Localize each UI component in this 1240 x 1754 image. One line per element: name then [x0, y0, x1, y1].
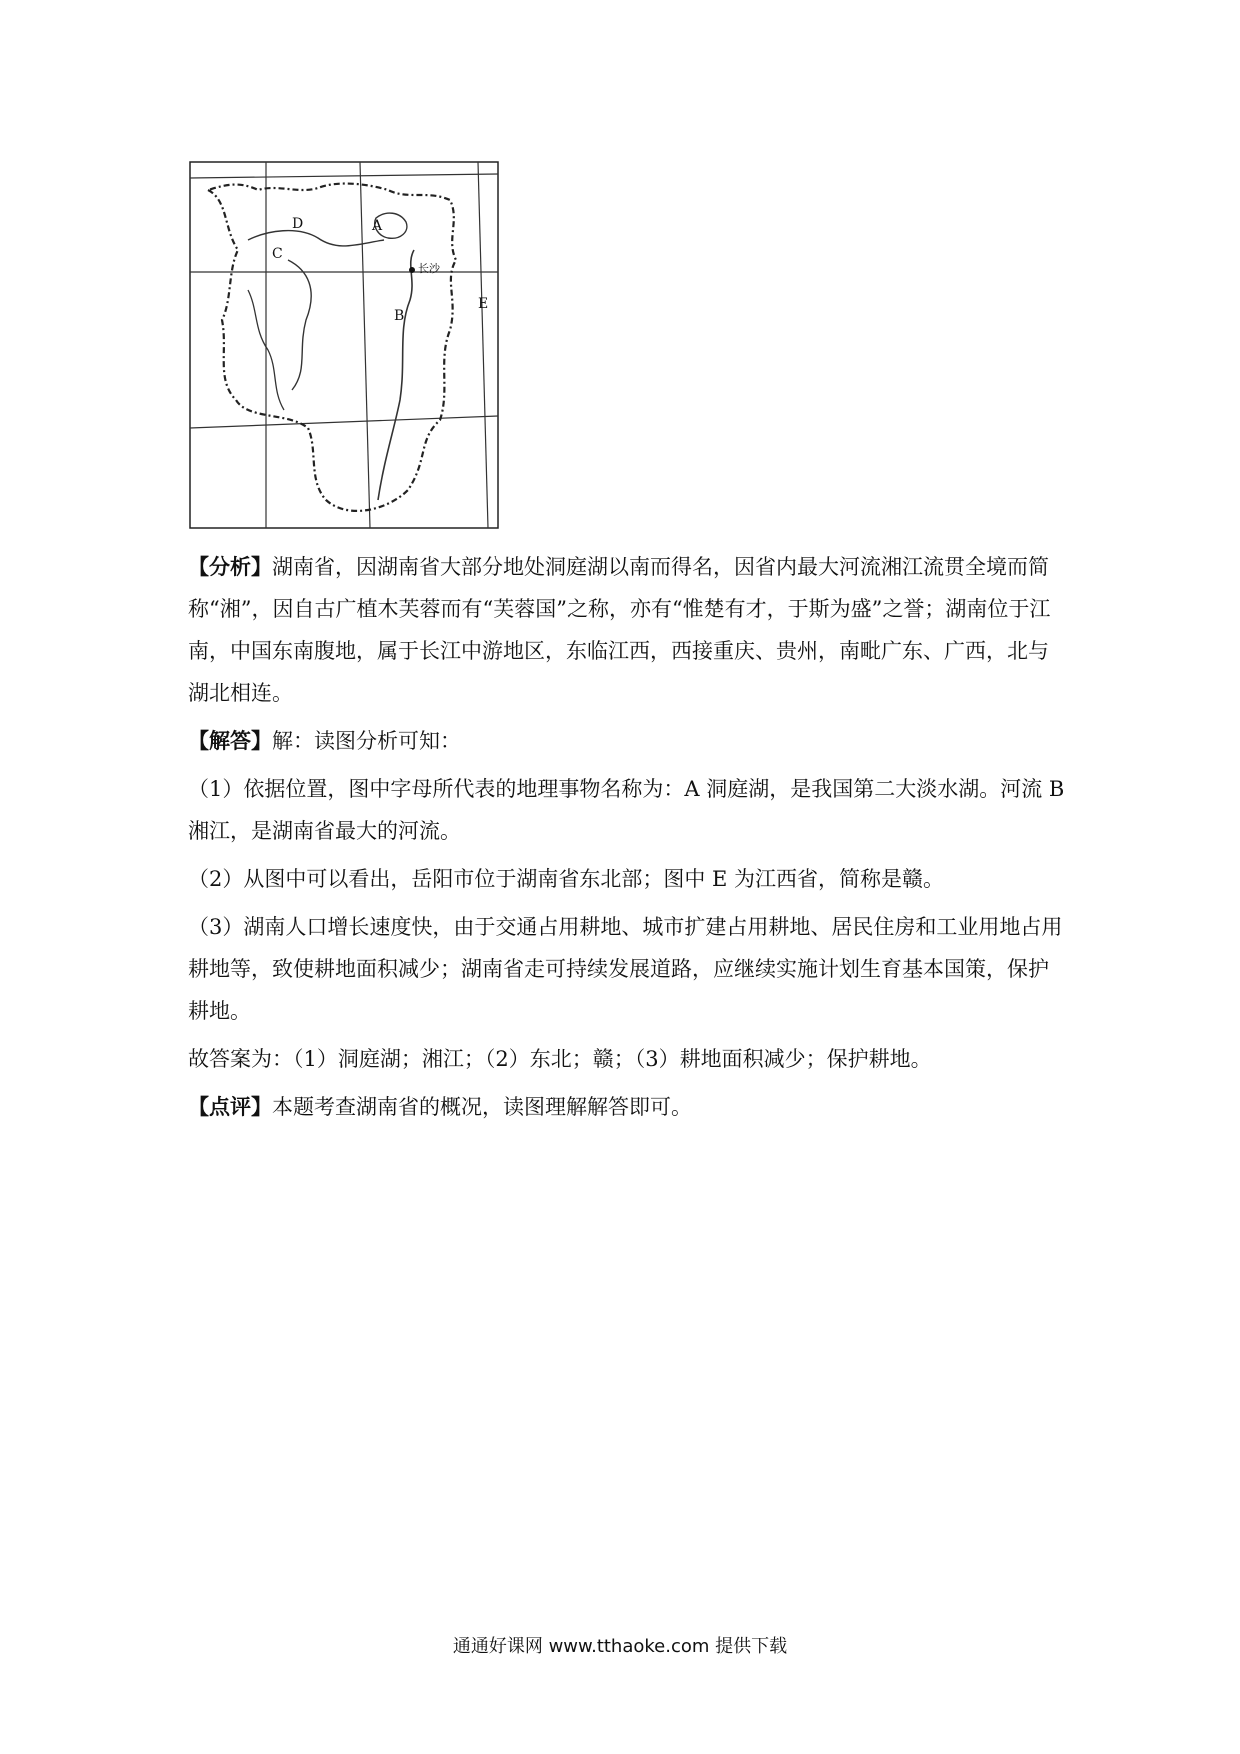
province-boundary [208, 184, 456, 511]
document-body [188, 546, 1068, 1134]
answer-intro-paragraph [188, 720, 1068, 762]
map-label-e: E [478, 296, 489, 312]
map-label-city: 长沙 [418, 262, 440, 275]
answer-tag: 【解答】 [188, 728, 272, 753]
map-gridline [190, 174, 498, 178]
hunan-map-svg [188, 160, 500, 532]
map-label-b: B [394, 308, 405, 324]
city-dot [409, 267, 415, 273]
answer-intro: 解：读图分析可知： [272, 729, 461, 753]
analysis-paragraph [188, 546, 1068, 714]
analysis-tag: 【分析】 [188, 554, 272, 579]
map-frame [190, 162, 498, 528]
map-label-d: D [292, 216, 304, 232]
map-gridline [190, 416, 498, 428]
page-footer: 通通好课网 www.tthaoke.com 提供下载 [452, 1636, 788, 1657]
comment-paragraph [188, 1086, 1068, 1128]
map-label-a: A [372, 218, 383, 234]
hunan-map-figure [188, 160, 500, 532]
analysis-text: 湖南省，因湖南省大部分地处洞庭湖以南而得名，因省内最大河流湘江流贯全境而简称“湘”，因自古广植木芙蓉而有“芙蓉国”之称，亦有“惟楚有才，于斯为盛”之誉；湖南位于江南，中国东南腹地，属于长江中游地区，东临江西，西接重庆、贵州，南毗广东、广西，北与湖北相连。 [188, 555, 1051, 705]
answer-item-2: （2）从图中可以看出，岳阳市位于湖南省东北部；图中 E 为江西省，简称是赣。 [188, 867, 945, 891]
river-zi [288, 260, 311, 390]
comment-text: 本题考查湖南省的概况，读图理解解答即可。 [272, 1095, 692, 1119]
answer-item-1: （1）依据位置，图中字母所代表的地理事物名称为：A 洞庭湖，是我国第二大淡水湖。河流 B 湘江，是湖南省最大的河流。 [188, 777, 1065, 843]
map-gridline [478, 162, 488, 528]
comment-tag: 【点评】 [188, 1094, 272, 1119]
answer-summary: 故答案为：（1）洞庭湖；湘江；（2）东北；赣；（3）耕地面积减少；保护耕地。 [188, 1047, 932, 1071]
river-xiang-b [378, 250, 414, 500]
river-yuan [248, 231, 384, 246]
map-gridline [360, 162, 370, 528]
map-label-c: C [272, 246, 283, 262]
answer-item-3: （3）湖南人口增长速度快，由于交通占用耕地、城市扩建占用耕地、居民住房和工业用地占用耕地等，致使耕地面积减少；湖南省走可持续发展道路，应继续实施计划生育基本国策，保护耕地。 [188, 915, 1063, 1023]
